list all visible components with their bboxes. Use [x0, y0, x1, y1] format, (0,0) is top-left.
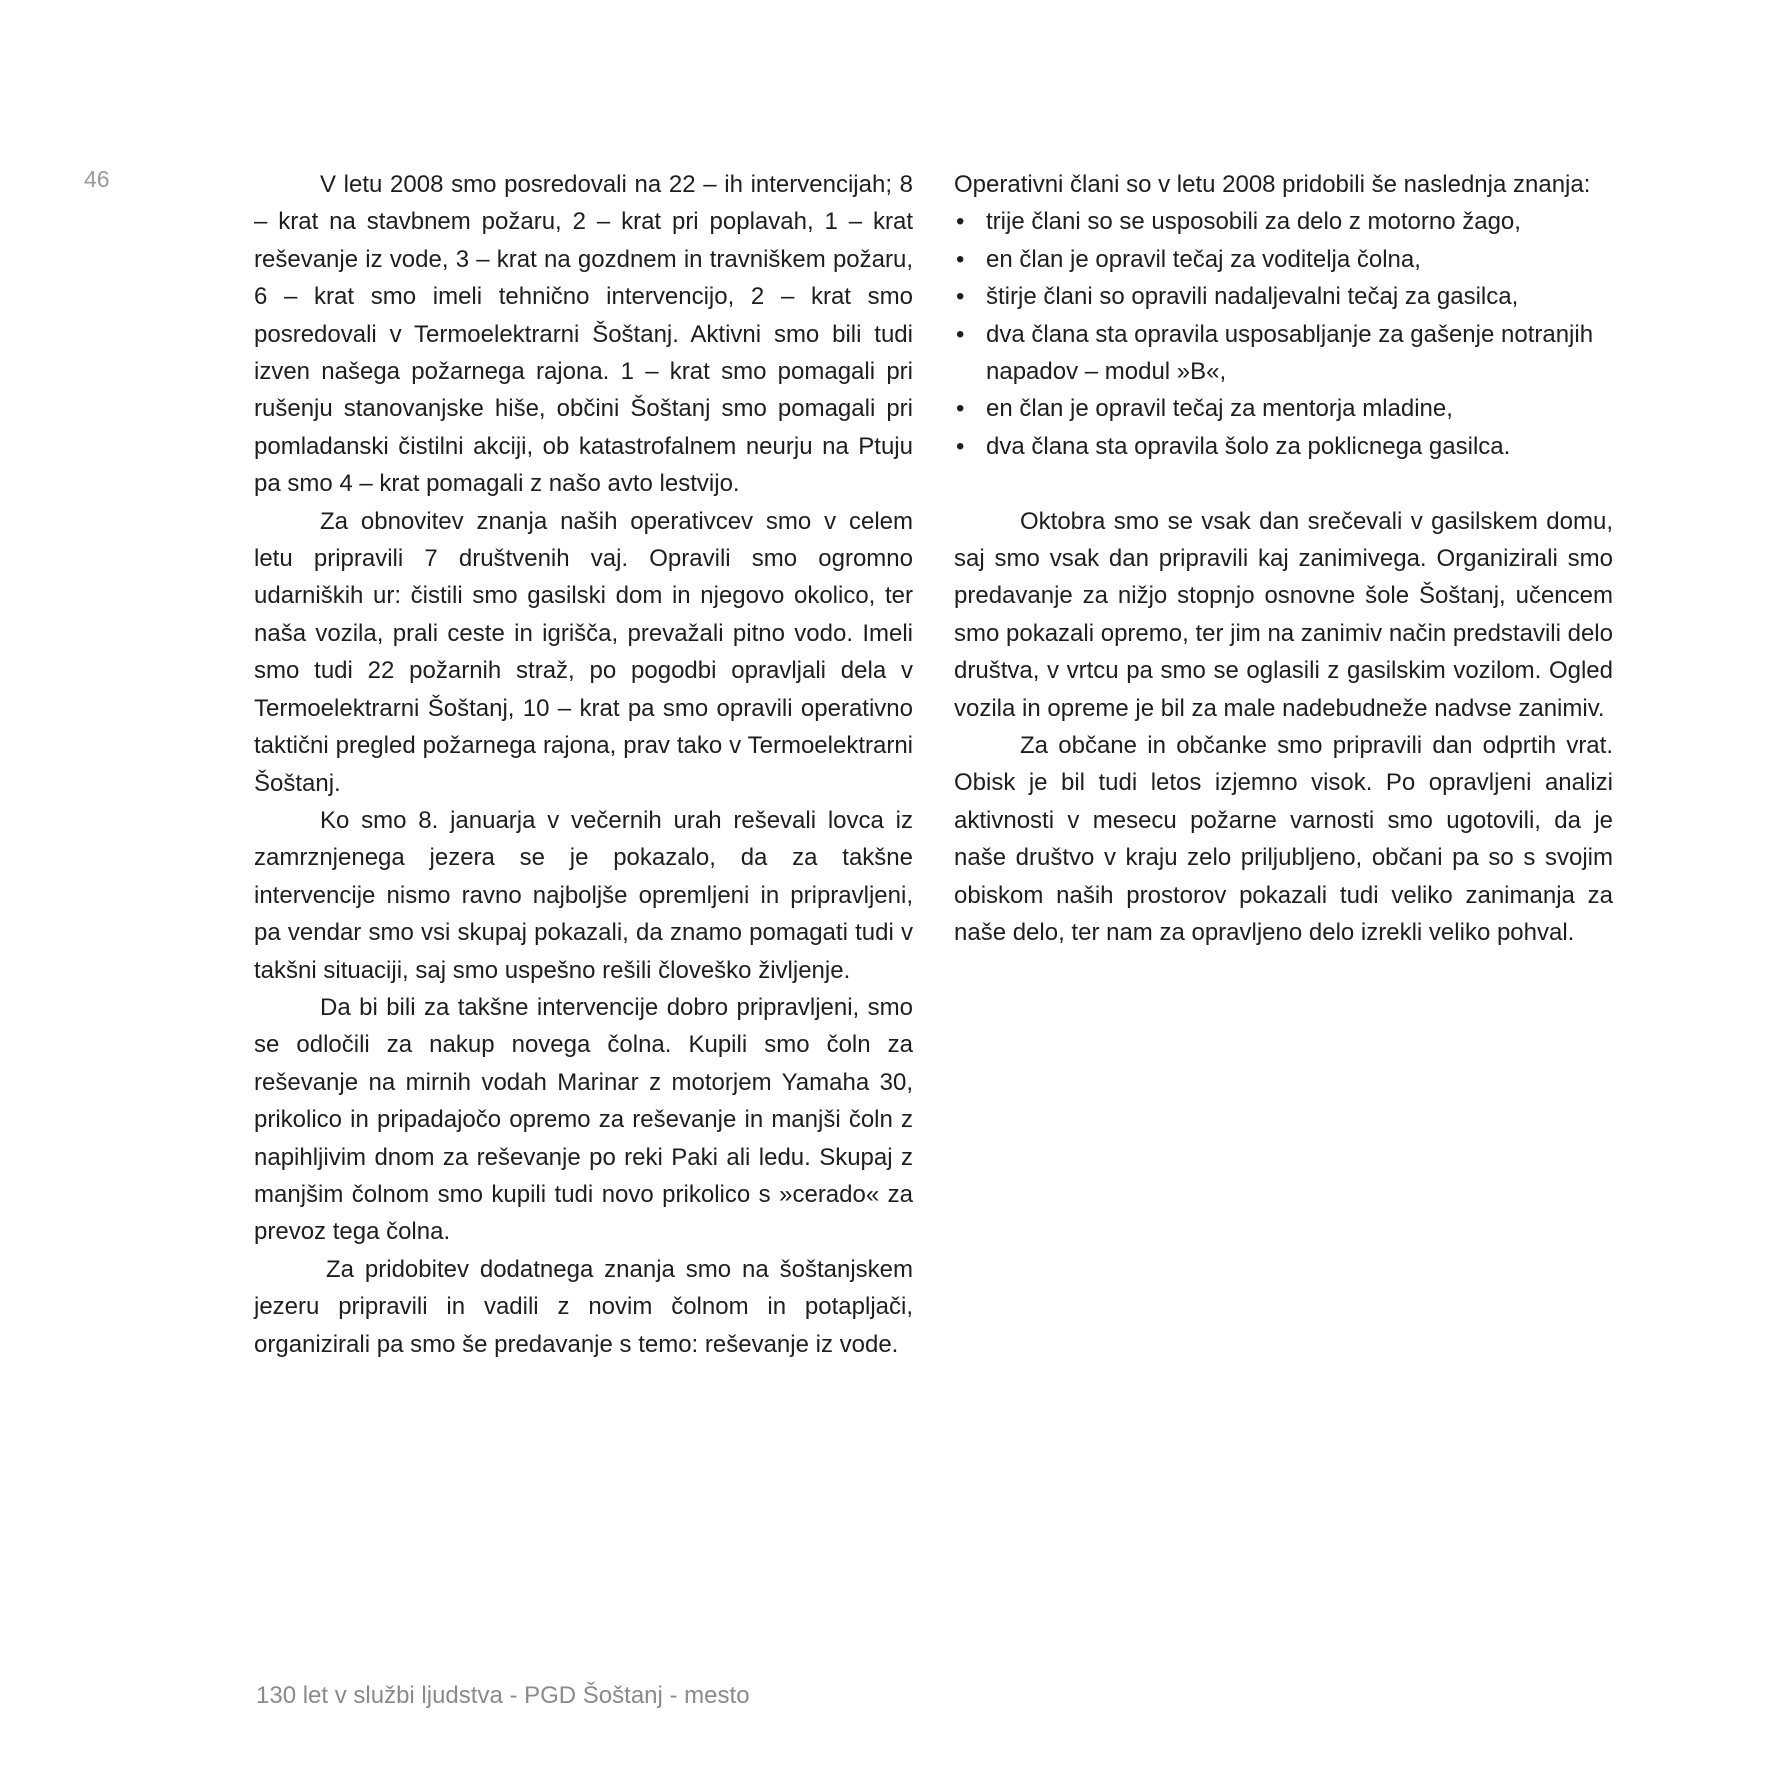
- list-item: [954, 241, 1613, 278]
- training-list: [954, 203, 1613, 465]
- paragraph-new-boat: Da bi bili za takšne intervencije dobro pripravljeni, smo se odločili za nakup novega čolna. Kupili smo čoln za reševanje na mirnih vodah Marinar z motorjem Yamaha 30, prikolico in pripadajočo opremo za reševanje in manjši čoln z napihljivim dnom za reševanje po reki Paki ali ledu. Skupaj z manjšim čolnom smo kupili tudi novo prikolico s »cerado« za prevoz tega čolna.: [254, 993, 913, 1246]
- list-item-text: dva člana sta opravila usposabljanje za gašenje notranjih napadov – modul »B«,: [986, 320, 1594, 386]
- bullet-icon: •: [956, 432, 965, 460]
- list-item: [954, 390, 1613, 427]
- right-column: [954, 166, 1613, 952]
- paragraph-open-day: Za občane in občanke smo pripravili dan odprtih vrat. Obisk je bil tudi letos izjemno visok. Po opravljeni analizi aktivnosti v mesecu požarne varnosti smo ugotovili, da je naše društvo v kraju zelo priljubljeno, občani pa so s svojim obiskom naših prostorov pokazali tudi veliko zanimanja za naše delo, ter nam za opravljeno delo izrekli veliko pohval.: [954, 732, 1613, 947]
- bullet-icon: •: [956, 395, 965, 423]
- page-number: 46: [84, 166, 110, 192]
- paragraph-interventions: V letu 2008 smo posredovali na 22 – ih intervencijah; 8 – krat na stavbnem požaru, 2 – krat pri poplavah, 1 – krat reševanje iz vode, 3 – krat na gozdnem in travniškem požaru, 6 – krat smo imeli tehnično intervencijo, 2 – krat smo posredovali v Termoelektrarni Šoštanj. Aktivni smo bili tudi izven našega požarnega rajona. 1 – krat smo pomagali pri rušenju stanovanjske hiše, občini Šoštanj smo pomagali pri pomladanski čistilni akciji, ob katastrofalnem neurju na Ptuju pa smo 4 – krat pomagali z našo avto lestvijo.: [254, 171, 913, 498]
- paragraph-october-activities: Oktobra smo se vsak dan srečevali v gasilskem domu, saj smo vsak dan pripravili kaj zanimivega. Organizirali smo predavanje za nižjo stopnjo osnovne šole Šoštanj, učencem smo pokazali opremo, ter jim na zanimiv način predstavili delo društva, v vrtcu pa smo se oglasili z gasilskim vozilom. Ogled vozila in opreme je bil za male nadebudneže nadvse zanimiv.: [954, 507, 1613, 722]
- paragraph-member-training-intro: Operativni člani so v letu 2008 pridobili še naslednja znanja:: [954, 171, 1591, 198]
- paragraph-additional-knowledge: Za pridobitev dodatnega znanja smo na šoštanjskem jezeru pripravili in vadili z novim čolnom in potapljači, organizirali pa smo še predavanje s temo: reševanje iz vode.: [254, 1255, 913, 1358]
- list-item: [954, 428, 1613, 465]
- paragraph-spacer: [954, 465, 1613, 502]
- page-footer: 130 let v službi ljudstva - PGD Šoštanj - mesto: [256, 1682, 750, 1709]
- list-item-text: trije člani so se usposobili za delo z motorno žago,: [986, 208, 1521, 236]
- list-item: [954, 316, 1613, 391]
- bullet-icon: •: [956, 208, 965, 236]
- bullet-icon: •: [956, 283, 965, 311]
- paragraph-training-exercises: Za obnovitev znanja naših operativcev smo v celem letu pripravili 7 društvenih vaj. Opravili smo ogromno udarniških ur: čistili smo gasilski dom in njegovo okolico, ter naša vozila, prali ceste in igrišča, prevažali pitno vodo. Imeli smo tudi 22 požarnih straž, po pogodbi opravljali dela v Termoelektrarni Šoštanj, 10 – krat pa smo opravili operativno taktični pregled požarnega rajona, prav tako v Termoelektrarni Šoštanj.: [254, 507, 913, 797]
- bullet-icon: •: [956, 320, 965, 348]
- paragraph-january-rescue: Ko smo 8. januarja v večernih urah reševali lovca iz zamrznjenega jezera se je pokazalo, da za takšne intervencije nismo ravno najboljše opremljeni in pripravljeni, pa vendar smo vsi skupaj pokazali, da znamo pomagati tudi v takšni situaciji, saj smo uspešno rešili človeško življenje.: [254, 806, 913, 984]
- list-item-text: en član je opravil tečaj za mentorja mladine,: [986, 395, 1453, 423]
- list-item-text: štirje člani so opravili nadaljevalni tečaj za gasilca,: [986, 283, 1519, 311]
- left-column: [254, 166, 913, 1363]
- list-item-text: en član je opravil tečaj za voditelja čolna,: [986, 245, 1421, 273]
- list-item-text: dva člana sta opravila šolo za poklicnega gasilca.: [986, 432, 1511, 460]
- bullet-icon: •: [956, 245, 965, 273]
- list-item: [954, 203, 1613, 240]
- list-item: [954, 278, 1613, 315]
